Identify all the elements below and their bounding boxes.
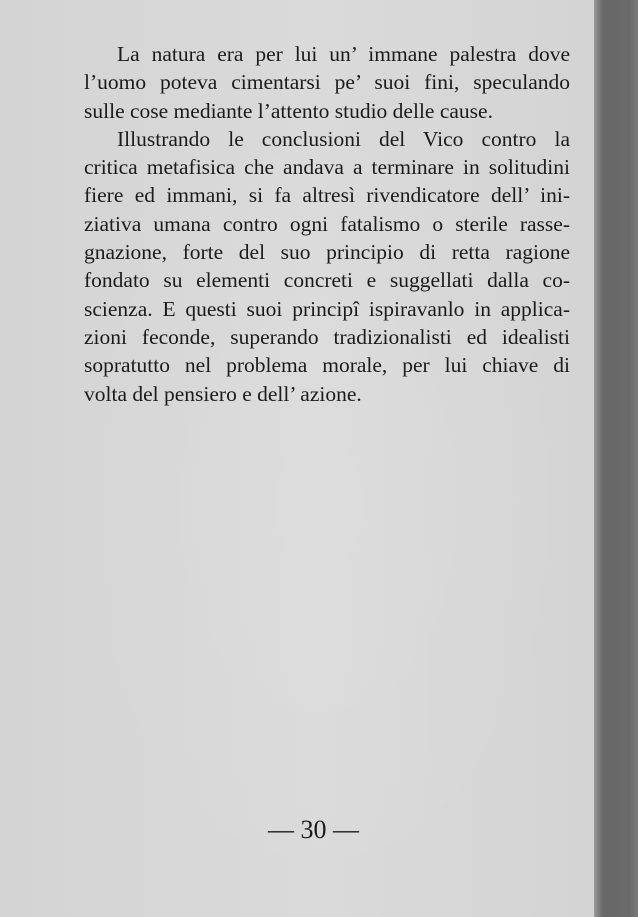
text-line: volta del pensiero e dell’ azione. <box>84 381 362 406</box>
text-line: scienza. E questi suoi principî ispiravanlo in applica- <box>84 296 570 321</box>
text-line: fiere ed immani, si fa altresì rivendicatore dell’ ini- <box>84 183 570 208</box>
text-line: fondato su elementi concreti e suggellati dalla co- <box>84 268 570 293</box>
text-line: zioni feconde, superando tradizionalisti ed idealisti <box>84 324 570 349</box>
paragraph-2 <box>84 125 570 408</box>
text-line: l’uomo poteva cimentarsi pe’ suoi fini, speculando <box>84 70 570 95</box>
text-line: Illustrando le conclusioni del Vico contro la <box>117 126 570 151</box>
text-line: sopratutto nel problema morale, per lui chiave di <box>84 353 570 378</box>
text-line: sulle cose mediante l’attento studio delle cause. <box>84 98 493 123</box>
text-line: gnazione, forte del suo principio di retta ragione <box>84 240 570 265</box>
text-line: ziativa umana contro ogni fatalismo o sterile rasse- <box>84 211 570 236</box>
text-line: critica metafisica che andava a terminare in solitudini <box>84 155 570 180</box>
body-text <box>84 40 570 408</box>
text-line: La natura era per lui un’ immane palestra dove <box>117 42 570 66</box>
book-spine-shadow <box>594 0 638 917</box>
page-number: — 30 — <box>268 815 359 844</box>
paragraph-1 <box>84 40 570 125</box>
